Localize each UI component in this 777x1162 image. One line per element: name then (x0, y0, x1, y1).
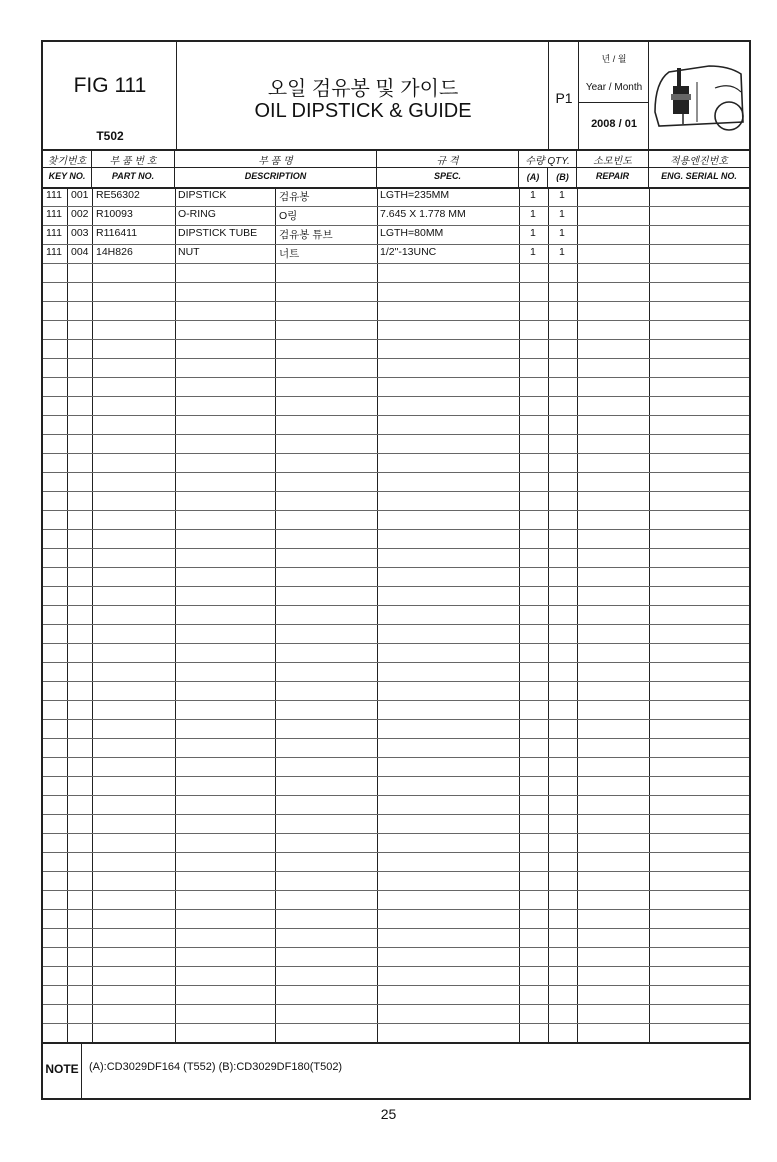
note-section (43, 1042, 749, 1100)
table-rule (43, 491, 749, 492)
row-spec: 1/2"-13UNC (380, 246, 437, 258)
col-repair-en: REPAIR (595, 171, 630, 181)
row-qty-a: 1 (530, 246, 536, 258)
title-cell (177, 42, 549, 149)
title-english: OIL DIPSTICK & GUIDE (254, 100, 472, 122)
col-description (175, 149, 377, 187)
table-rule (43, 795, 749, 796)
row-qty-b: 1 (559, 246, 565, 258)
table-rule (43, 928, 749, 929)
table-rule (43, 396, 749, 397)
col-spec-ko: 규 격 (436, 156, 459, 167)
note-text: (A):CD3029DF164 (T552) (B):CD3029DF180(T502) (89, 1061, 343, 1073)
col-key-ko: 찾기번호 (47, 156, 87, 167)
table-rule (43, 1023, 749, 1024)
table-rule (43, 643, 749, 644)
row-qty-a: 1 (530, 208, 536, 220)
table-rule (43, 909, 749, 910)
year-month-korean: 년 / 월 (601, 54, 627, 64)
row-description-ko: 검유봉 (279, 191, 310, 203)
row-part-no: R116411 (96, 227, 138, 239)
col-part (92, 149, 175, 187)
sheet-header (43, 42, 749, 151)
row-part-no: R10093 (96, 208, 133, 220)
row-part-no: 14H826 (96, 246, 133, 258)
col-desc-ko: 부 품 명 (258, 156, 293, 167)
row-fig: 111 (46, 246, 62, 258)
row-key: 001 (71, 189, 89, 201)
table-rule (43, 947, 749, 948)
row-description: DIPSTICK TUBE (178, 227, 258, 239)
row-description-ko: O링 (279, 210, 298, 222)
row-qty-a: 1 (530, 227, 536, 239)
table-rule (43, 206, 749, 207)
model-code: T502 (96, 129, 124, 143)
date-cell (579, 42, 649, 149)
row-spec: 7.645 X 1.778 MM (380, 208, 466, 220)
table-rule (43, 472, 749, 473)
table-rule (43, 358, 749, 359)
table-row (43, 206, 749, 225)
row-qty-b: 1 (559, 208, 565, 220)
figure-number: FIG 111 (73, 74, 147, 97)
parts-table (43, 187, 749, 1042)
col-part-ko: 부 품 번 호 (109, 156, 157, 167)
table-rule (43, 738, 749, 739)
table-rule (43, 719, 749, 720)
col-desc-en: DESCRIPTION (244, 171, 307, 181)
col-repair-ko: 소모빈도 (593, 156, 632, 167)
title-korean: 오일 검유봉 및 가이드 (267, 78, 459, 100)
row-key: 004 (71, 246, 89, 258)
table-rule (43, 339, 749, 340)
col-serial-en: ENG. SERIAL NO. (661, 171, 737, 181)
row-key: 003 (71, 227, 89, 239)
row-key: 002 (71, 208, 89, 220)
table-rule (43, 605, 749, 606)
row-spec: LGTH=235MM (380, 189, 450, 201)
col-key (43, 149, 92, 187)
col-qty-label: 수량 QTY. (525, 156, 570, 167)
row-description-ko: 너트 (279, 248, 300, 260)
row-qty-b: 1 (559, 227, 565, 239)
col-qty-b: (B) (556, 172, 569, 182)
tractor-logo-cell (649, 42, 749, 149)
row-spec: LGTH=80MM (380, 227, 444, 239)
table-row (43, 244, 749, 263)
table-rule (43, 529, 749, 530)
page-label: P1 (555, 90, 573, 106)
table-rule (43, 567, 749, 568)
table-rule (43, 586, 749, 587)
parts-sheet (41, 40, 751, 1100)
row-description: NUT (178, 246, 200, 258)
table-row (43, 225, 749, 244)
table-rule (43, 225, 749, 226)
table-rule (43, 776, 749, 777)
col-spec (377, 149, 519, 187)
table-rule (43, 282, 749, 283)
row-fig: 111 (46, 227, 62, 239)
table-rule (43, 757, 749, 758)
table-rule (43, 700, 749, 701)
page-cell (549, 42, 579, 149)
row-description-ko: 검유봉 튜브 (279, 229, 333, 241)
figure-cell (43, 42, 177, 149)
table-rule (43, 453, 749, 454)
table-rule (43, 624, 749, 625)
row-fig: 111 (46, 189, 62, 201)
row-description: DIPSTICK (178, 189, 227, 201)
tractor-icon (649, 42, 749, 149)
table-rule (43, 244, 749, 245)
table-rule (43, 548, 749, 549)
column-header (43, 149, 749, 189)
col-key-en: KEY NO. (48, 171, 86, 181)
col-serial (649, 149, 749, 187)
table-rule (43, 662, 749, 663)
table-rule (43, 301, 749, 302)
col-spec-en: SPEC. (433, 171, 461, 181)
table-rule (43, 434, 749, 435)
row-part-no: RE56302 (96, 189, 140, 201)
year-month-english: Year / Month (585, 82, 643, 93)
row-qty-a: 1 (530, 189, 536, 201)
table-rule (43, 1004, 749, 1005)
row-description: O-RING (178, 208, 216, 220)
col-repair (577, 149, 649, 187)
row-fig: 111 (46, 208, 62, 220)
col-serial-ko: 적용엔진번호 (670, 156, 728, 167)
table-rule (43, 871, 749, 872)
table-row (43, 187, 749, 206)
table-rule (43, 985, 749, 986)
table-rule (43, 833, 749, 834)
table-rule (43, 510, 749, 511)
table-rule (43, 415, 749, 416)
col-part-en: PART NO. (111, 171, 155, 181)
table-rule (43, 681, 749, 682)
col-qty (519, 149, 577, 187)
note-label: NOTE (43, 1044, 82, 1100)
table-rule (43, 263, 749, 264)
col-qty-a: (A) (519, 167, 548, 187)
table-rule (43, 320, 749, 321)
table-rule (43, 377, 749, 378)
issue-date: 2008 / 01 (591, 118, 637, 130)
table-rule (43, 966, 749, 967)
page-number: 25 (380, 1106, 397, 1122)
table-rule (43, 852, 749, 853)
row-qty-b: 1 (559, 189, 565, 201)
table-rule (43, 890, 749, 891)
table-rule (43, 814, 749, 815)
